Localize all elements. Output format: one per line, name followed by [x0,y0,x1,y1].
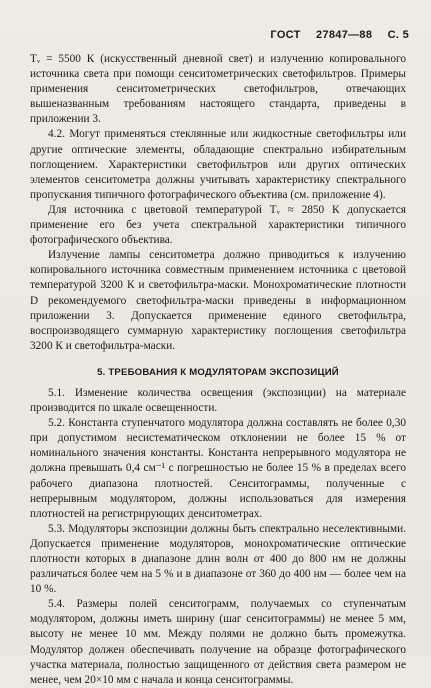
paragraph-5-2: 5.2. Константа ступенчатого модулятора должна составлять не более 0,30 при допустимом несистематическом отклонении не более 15 % от номинального значения константы. Константа непрерывного модулятора не должна превышать 0,4 см⁻¹ с погрешностью не более 15 % в пределах всего рабочего диапазона плотностей. Сенситограммы, полученные с непрерывным модулятором, должны использоваться для измерения плотностей на регистрирующих денситометрах. [30,417,406,520]
paragraph-lamp-radiation: Излучение лампы сенситометра должно приводиться к излучению копировального источника совместным применением источника с цветовой температурой 3200 К и светофильтра-маски. Монохроматические плотности D рекомендуемого светофильтра-маски приведены в информационном приложении 3. Допускается применение единого светофильтра, воспроизводящего суммарную характеристику поглощения светофильтра 3200 К и светофильтра-маски. [30,249,406,352]
paragraph-source-2850: Для источника с цветовой температурой Tᵥ ≈ 2850 К допускается применение его без учета спектральной характеристики типичного фотографического объектива. [30,203,406,247]
document-body [30,52,406,688]
paragraph-5-4: 5.4. Размеры полей сенситограмм, получаемых со ступенчатым модулятором, должны иметь ширину (шаг сенситограммы) не менее 5 мм, высоту не менее 10 мм. Между полями не должно быть промежутка. Модулятор должен обеспечивать получение на образце фотографического участка материала, полностью защищенного от действия света размером не менее, чем 20×10 мм с начала и конца сенситограммы. [30,598,406,686]
paragraph-continuation: Tᵥ = 5500 К (искусственный дневной свет) и излучению копировального источника света при помощи сенситометрических светофильтров. Примеры применения сенситометрических светофильтров, отвечающих вышеназванным требованиям настоящего стандарта, приведены в приложении 3. [30,53,406,126]
standard-label: ГОСТ [270,29,301,41]
paragraph-5-3: 5.3. Модуляторы экспозиции должны быть спектрально неселективными. Допускается применение модуляторов, монохроматические оптические плотности которых в диапазоне длин волн от 400 до 800 нм не должны различаться более чем на 5 % и в диапазоне от 360 до 400 нм — более чем на 10 %. [30,522,406,596]
page-number: С. 5 [387,29,409,41]
standard-number: 27847—88 [316,29,373,41]
paragraph-5-1: 5.1. Изменение количества освещения (экспозиции) на материале производится по шкале освещенности. [30,386,406,415]
paragraph-4-2: 4.2. Могут применяться стеклянные или жидкостные светофильтры или другие оптические элементы, обладающие спектрально избирательным поглощением. Характеристики светофильтров или других оптических элементов сенситометра должны учитывать характеристику спектрального пропускания типичного фотографического объектива (см. приложение 4). [30,128,406,201]
section-title: 5. ТРЕБОВАНИЯ К МОДУЛЯТОРАМ ЭКСПОЗИЦИЙ [97,366,339,378]
page-header [258,29,409,41]
